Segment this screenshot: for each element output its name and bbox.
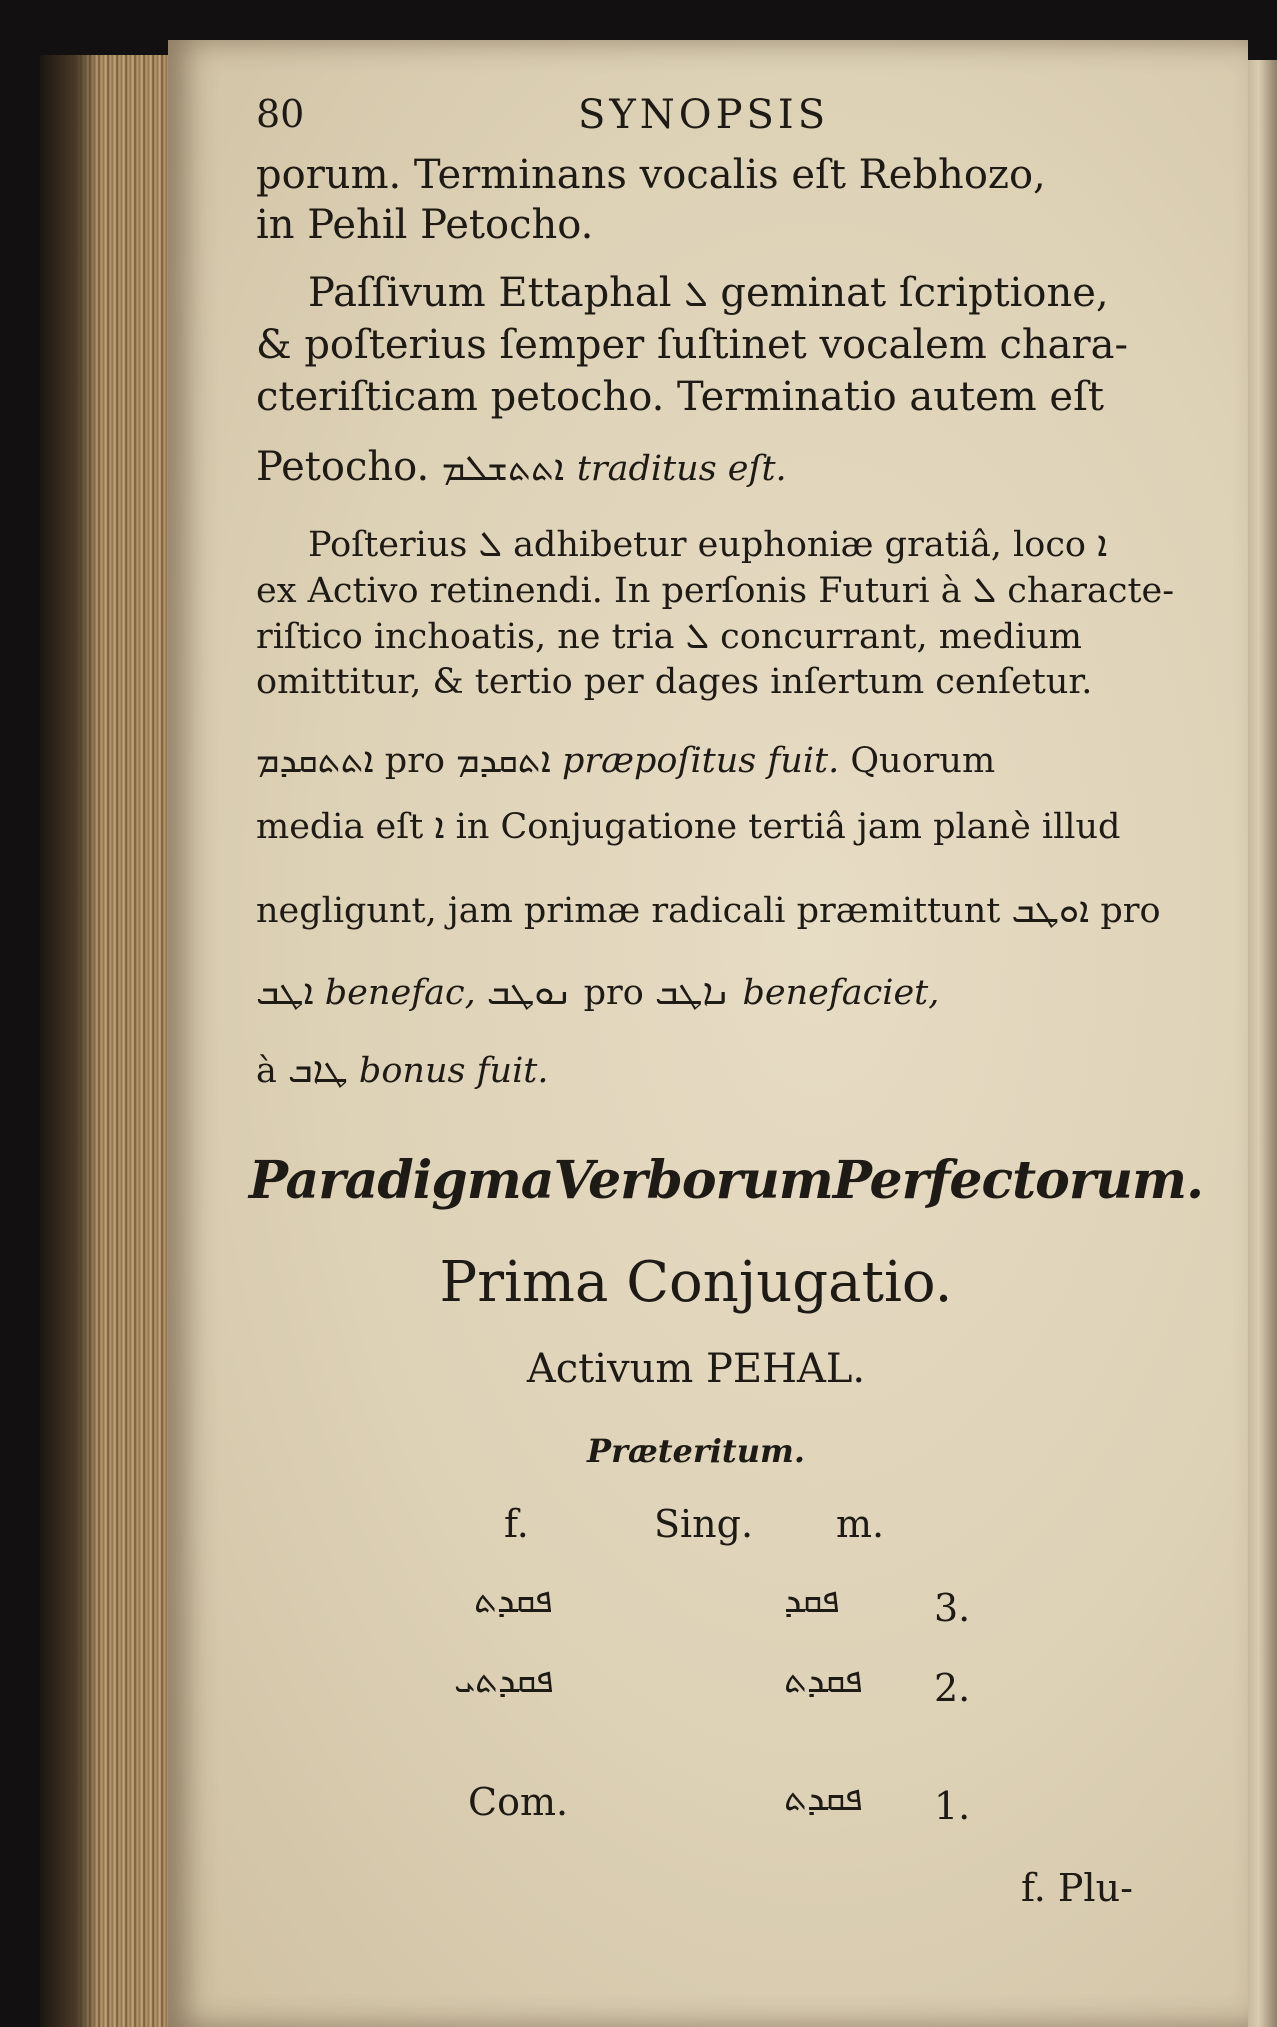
- text-line: negligunt, jam primæ radicali præmittunt ܐܘܛܒ pro: [256, 890, 1161, 931]
- syriac-letter: ܐ: [1097, 524, 1108, 565]
- syriac-word: ܢܘܛܒ: [486, 972, 573, 1013]
- conjugation-heading: Prima Conjugatio.: [439, 1250, 953, 1315]
- syriac-word: ܐܬܩܕܡ: [456, 740, 551, 781]
- text-line: riſtico inchoatis, ne tria ܠ concurrant, medium: [256, 616, 1082, 657]
- text-line: à ܛܐܒ bonus fuit.: [256, 1050, 549, 1091]
- column-header-f: f.: [504, 1502, 529, 1546]
- paradigm-cell: Com.: [468, 1780, 569, 1824]
- syriac-letter: ܠ: [685, 616, 710, 657]
- syriac-word: ܐܘܛܒ: [1011, 890, 1090, 931]
- running-header: [256, 60, 1256, 140]
- syriac-letter: ܠ: [972, 570, 997, 611]
- text-line: & poſterius ſemper ſuſtinet vocalem chara-: [256, 322, 1128, 368]
- paradigm-cell: ܦܩܕܬ: [784, 1778, 863, 1819]
- text-line: ܐܬܬܩܕܡ pro ܐܬܩܕܡ præpoſitus fuit. Quorum: [256, 740, 996, 781]
- syriac-letter: ܐ: [434, 806, 445, 847]
- column-header-sing: Sing.: [654, 1502, 754, 1546]
- person-number: 1.: [934, 1784, 971, 1828]
- text-line: Petocho. ܐܬܬܫܠܡ traditus eſt.: [256, 444, 787, 490]
- text-line: ex Activo retinendi. In perſonis Futuri à ܠ characte-: [256, 570, 1175, 611]
- catchword: f. Plu-: [1021, 1866, 1133, 1910]
- paradigm-cell: ܦܩܕܬܝ: [454, 1660, 554, 1701]
- page-content: [248, 60, 1256, 1910]
- syriac-word: ܐܛܒ: [256, 972, 314, 1013]
- tense-heading: Præteritum.: [587, 1432, 805, 1470]
- syriac-letter: ܠ: [478, 524, 502, 565]
- syriac-word: ܐܬܬܫܠܡ: [441, 448, 565, 489]
- syriac-word: ܐܬܬܩܕܡ: [256, 740, 374, 781]
- text-line: ܐܛܒ benefac, ܢܘܛܒ pro ܢܐܛܒ benefaciet,: [256, 972, 940, 1013]
- person-number: 3.: [934, 1586, 971, 1630]
- text-line: Paſſivum Ettaphal ܠ geminat ſcriptione,: [308, 270, 1109, 316]
- syriac-letter: ܠ: [684, 274, 708, 315]
- text-line: Poſterius ܠ adhibetur euphoniæ gratiâ, loco ܐ: [308, 524, 1108, 565]
- column-header-m: m.: [836, 1502, 885, 1546]
- text-line: in Pehil Petocho.: [256, 202, 594, 248]
- text-line: media eſt ܐ in Conjugatione tertiâ jam planè illud: [256, 806, 1121, 847]
- syriac-word: ܛܐܒ: [288, 1050, 348, 1091]
- voice-heading: Activum PEHAL.: [526, 1346, 866, 1392]
- person-number: 2.: [934, 1666, 971, 1710]
- gutter-shadow: [40, 55, 100, 2027]
- page: [168, 40, 1248, 2027]
- text-line: omittitur, & tertio per dages inſertum cenſetur.: [256, 662, 1093, 702]
- syriac-word: ܢܐܛܒ: [654, 972, 732, 1013]
- paradigm-cell: ܦܩܕܬ: [784, 1660, 863, 1701]
- text-line: cteriſticam petocho. Terminatio autem eſt: [256, 374, 1104, 420]
- running-title: SYNOPSIS: [578, 92, 830, 138]
- page-number: 80: [256, 92, 305, 136]
- paradigm-cell: ܦܩܕ: [784, 1580, 840, 1621]
- paradigm-cell: ܦܩܕܬ: [474, 1580, 553, 1621]
- paradigm-title: ParadigmaVerborumPerfectorum.: [248, 1150, 1204, 1211]
- text-line: porum. Terminans vocalis eſt Rebhozo,: [256, 152, 1046, 198]
